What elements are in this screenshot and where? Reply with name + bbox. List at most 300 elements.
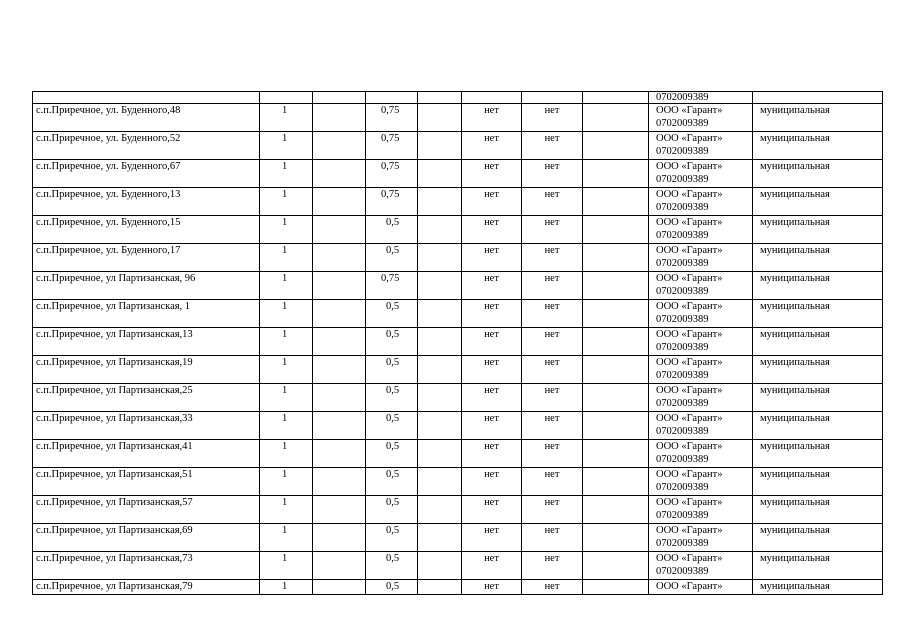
col-a-text: нет bbox=[484, 497, 499, 508]
table-row bbox=[33, 356, 883, 384]
volume-text: 0,5 bbox=[386, 553, 400, 564]
cell-empty bbox=[313, 440, 366, 468]
org-name: ООО «Гарант» bbox=[656, 189, 723, 200]
cell-organization bbox=[649, 132, 753, 160]
ownership-text: муниципальная bbox=[760, 497, 830, 508]
cell-col-b bbox=[522, 216, 583, 244]
cell-col-a bbox=[462, 188, 522, 216]
cell-empty bbox=[313, 328, 366, 356]
cell-organization bbox=[649, 328, 753, 356]
col-b-text: нет bbox=[544, 581, 560, 592]
col-b-text: нет bbox=[544, 301, 560, 312]
org-name: ООО «Гарант» bbox=[656, 245, 723, 256]
volume-text: 0,5 bbox=[386, 469, 400, 480]
cell-count bbox=[260, 300, 313, 328]
col-a-text: нет bbox=[484, 581, 499, 592]
cell-empty bbox=[313, 272, 366, 300]
col-a-text: нет bbox=[484, 441, 499, 452]
cell-volume bbox=[366, 132, 418, 160]
cell-ownership bbox=[753, 272, 883, 300]
col-b-text: нет bbox=[544, 133, 560, 144]
count-text: 1 bbox=[282, 581, 288, 592]
cell-empty bbox=[418, 524, 462, 552]
cell-address bbox=[33, 356, 260, 384]
org-inn: 0702009389 bbox=[656, 341, 709, 353]
ownership-text: муниципальная bbox=[760, 441, 830, 452]
cell-col-b bbox=[522, 384, 583, 412]
count-text: 1 bbox=[282, 161, 288, 172]
table-row-continued bbox=[33, 92, 883, 104]
cell-count bbox=[260, 132, 313, 160]
cell-empty bbox=[313, 524, 366, 552]
volume-text: 0,5 bbox=[386, 217, 400, 228]
cell-ownership bbox=[753, 300, 883, 328]
cell-empty bbox=[313, 552, 366, 580]
table-row bbox=[33, 412, 883, 440]
table-row bbox=[33, 160, 883, 188]
col-b-text: нет bbox=[544, 189, 560, 200]
address-text: с.п.Приречное, ул Партизанская,19 bbox=[36, 357, 193, 368]
col-b-text: нет bbox=[544, 161, 560, 172]
table-row bbox=[33, 272, 883, 300]
org-name: ООО «Гарант» bbox=[656, 553, 723, 564]
ownership-text: муниципальная bbox=[760, 357, 830, 368]
count-text: 1 bbox=[282, 497, 288, 508]
cell-count bbox=[260, 92, 313, 104]
cell-ownership bbox=[753, 468, 883, 496]
cell-volume bbox=[366, 328, 418, 356]
cell-empty bbox=[418, 160, 462, 188]
cell-ownership bbox=[753, 524, 883, 552]
cell-empty bbox=[313, 356, 366, 384]
cell-ownership bbox=[753, 412, 883, 440]
col-b-text: нет bbox=[544, 469, 560, 480]
table-row bbox=[33, 216, 883, 244]
ownership-text: муниципальная bbox=[760, 469, 830, 480]
org-name: ООО «Гарант» bbox=[656, 441, 723, 452]
col-b-text: нет bbox=[544, 413, 560, 424]
cell-address bbox=[33, 552, 260, 580]
count-text: 1 bbox=[282, 329, 288, 340]
ownership-text: муниципальная bbox=[760, 581, 830, 592]
cell-col-b bbox=[522, 188, 583, 216]
cell-organization bbox=[649, 496, 753, 524]
cell-col-b bbox=[522, 412, 583, 440]
address-text: с.п.Приречное, ул Партизанская,69 bbox=[36, 525, 193, 536]
table-row bbox=[33, 384, 883, 412]
cell-col-b bbox=[522, 328, 583, 356]
address-text: с.п.Приречное, ул Партизанская,51 bbox=[36, 469, 193, 480]
cell-empty bbox=[313, 244, 366, 272]
cell-organization bbox=[649, 92, 753, 104]
table-row bbox=[33, 132, 883, 160]
volume-text: 0,75 bbox=[381, 133, 400, 144]
org-inn: 0702009389 bbox=[656, 509, 709, 521]
cell-count bbox=[260, 104, 313, 132]
address-text: с.п.Приречное, ул Партизанская,13 bbox=[36, 329, 193, 340]
volume-text: 0,5 bbox=[386, 413, 400, 424]
address-text: с.п.Приречное, ул Партизанская, 96 bbox=[36, 273, 196, 284]
volume-text: 0,5 bbox=[386, 525, 400, 536]
cell-col-b bbox=[522, 132, 583, 160]
cell-empty bbox=[313, 216, 366, 244]
table-row bbox=[33, 580, 883, 595]
count-text: 1 bbox=[282, 217, 288, 228]
org-name: ООО «Гарант» bbox=[656, 497, 723, 508]
cell-empty bbox=[583, 216, 649, 244]
cell-count bbox=[260, 552, 313, 580]
cell-col-a bbox=[462, 468, 522, 496]
cell-ownership bbox=[753, 440, 883, 468]
cell-ownership bbox=[753, 188, 883, 216]
org-name: ООО «Гарант» bbox=[656, 105, 723, 116]
cell-volume bbox=[366, 272, 418, 300]
cell-address bbox=[33, 160, 260, 188]
volume-text: 0,75 bbox=[381, 161, 400, 172]
col-a-text: нет bbox=[484, 217, 499, 228]
col-b-text: нет bbox=[544, 217, 560, 228]
address-text: с.п.Приречное, ул. Буденного,15 bbox=[36, 217, 181, 228]
cell-empty bbox=[313, 132, 366, 160]
col-b-text: нет bbox=[544, 553, 560, 564]
org-inn: 0702009389 bbox=[656, 369, 709, 381]
col-a-text: нет bbox=[484, 161, 499, 172]
cell-ownership bbox=[753, 328, 883, 356]
cell-empty bbox=[418, 384, 462, 412]
cell-empty bbox=[583, 552, 649, 580]
ownership-text: муниципальная bbox=[760, 329, 830, 340]
cell-empty bbox=[313, 300, 366, 328]
col-a-text: нет bbox=[484, 525, 499, 536]
cell-col-a bbox=[462, 160, 522, 188]
col-a-text: нет bbox=[484, 189, 499, 200]
org-inn: 0702009389 bbox=[656, 397, 709, 409]
volume-text: 0,5 bbox=[386, 329, 400, 340]
cell-ownership bbox=[753, 496, 883, 524]
address-text: с.п.Приречное, ул Партизанская, 1 bbox=[36, 301, 191, 312]
ownership-text: муниципальная bbox=[760, 525, 830, 536]
count-text: 1 bbox=[282, 273, 288, 284]
cell-col-a bbox=[462, 412, 522, 440]
cell-col-a bbox=[462, 92, 522, 104]
cell-col-a bbox=[462, 104, 522, 132]
address-text: с.п.Приречное, ул Партизанская,57 bbox=[36, 497, 193, 508]
cell-empty bbox=[583, 300, 649, 328]
count-text: 1 bbox=[282, 105, 288, 116]
org-name: ООО «Гарант» bbox=[656, 301, 723, 312]
ownership-text: муниципальная bbox=[760, 217, 830, 228]
address-text: с.п.Приречное, ул. Буденного,67 bbox=[36, 161, 181, 172]
org-name: ООО «Гарант» bbox=[656, 525, 723, 536]
cell-count bbox=[260, 188, 313, 216]
ownership-text: муниципальная bbox=[760, 189, 830, 200]
org-inn: 0702009389 bbox=[656, 201, 709, 213]
cell-col-b bbox=[522, 552, 583, 580]
cell-ownership bbox=[753, 580, 883, 595]
address-text: с.п.Приречное, ул Партизанская,41 bbox=[36, 441, 193, 452]
address-text: с.п.Приречное, ул Партизанская,73 bbox=[36, 553, 193, 564]
org-name: ООО «Гарант» bbox=[656, 385, 723, 396]
ownership-text: муниципальная bbox=[760, 105, 830, 116]
org-name: ООО «Гарант» bbox=[656, 357, 723, 368]
cell-empty bbox=[418, 244, 462, 272]
cell-count bbox=[260, 468, 313, 496]
cell-count bbox=[260, 496, 313, 524]
cell-organization bbox=[649, 356, 753, 384]
cell-ownership bbox=[753, 92, 883, 104]
count-text: 1 bbox=[282, 133, 288, 144]
cell-volume bbox=[366, 496, 418, 524]
org-inn: 0702009389 bbox=[656, 145, 709, 157]
cell-empty bbox=[418, 356, 462, 384]
cell-empty bbox=[313, 188, 366, 216]
cell-organization bbox=[649, 440, 753, 468]
cell-empty bbox=[583, 496, 649, 524]
cell-col-b bbox=[522, 496, 583, 524]
volume-text: 0,5 bbox=[386, 385, 400, 396]
address-text: с.п.Приречное, ул. Буденного,13 bbox=[36, 189, 181, 200]
cell-address bbox=[33, 328, 260, 356]
cell-empty bbox=[583, 384, 649, 412]
cell-empty bbox=[313, 468, 366, 496]
cell-volume bbox=[366, 384, 418, 412]
cell-address bbox=[33, 412, 260, 440]
org-name: ООО «Гарант» bbox=[656, 581, 723, 592]
cell-address bbox=[33, 524, 260, 552]
count-text: 1 bbox=[282, 441, 288, 452]
cell-volume bbox=[366, 356, 418, 384]
cell-volume bbox=[366, 104, 418, 132]
cell-empty bbox=[583, 160, 649, 188]
col-b-text: нет bbox=[544, 357, 560, 368]
cell-empty bbox=[418, 552, 462, 580]
cell-count bbox=[260, 356, 313, 384]
cell-empty bbox=[583, 412, 649, 440]
ownership-text: муниципальная bbox=[760, 161, 830, 172]
registry-table bbox=[32, 91, 883, 595]
cell-count bbox=[260, 272, 313, 300]
address-text: с.п.Приречное, ул. Буденного,48 bbox=[36, 105, 181, 116]
cell-address bbox=[33, 104, 260, 132]
cell-count bbox=[260, 384, 313, 412]
cell-empty bbox=[418, 328, 462, 356]
address-text: с.п.Приречное, ул Партизанская,33 bbox=[36, 413, 193, 424]
volume-text: 0,75 bbox=[381, 105, 400, 116]
cell-col-b bbox=[522, 160, 583, 188]
cell-ownership bbox=[753, 132, 883, 160]
org-inn: 0702009389 bbox=[656, 117, 709, 129]
cell-organization bbox=[649, 580, 753, 595]
cell-organization bbox=[649, 272, 753, 300]
address-text: с.п.Приречное, ул. Буденного,17 bbox=[36, 245, 181, 256]
cell-count bbox=[260, 244, 313, 272]
cell-empty bbox=[313, 496, 366, 524]
cell-address bbox=[33, 92, 260, 104]
ownership-text: муниципальная bbox=[760, 245, 830, 256]
cell-col-b bbox=[522, 272, 583, 300]
col-a-text: нет bbox=[484, 413, 499, 424]
cell-col-a bbox=[462, 356, 522, 384]
count-text: 1 bbox=[282, 469, 288, 480]
cell-count bbox=[260, 440, 313, 468]
cell-empty bbox=[418, 216, 462, 244]
cell-volume bbox=[366, 412, 418, 440]
cell-empty bbox=[313, 384, 366, 412]
table-row bbox=[33, 188, 883, 216]
cell-address bbox=[33, 580, 260, 595]
volume-text: 0,5 bbox=[386, 357, 400, 368]
org-name: ООО «Гарант» bbox=[656, 217, 723, 228]
cell-col-a bbox=[462, 328, 522, 356]
cell-address bbox=[33, 272, 260, 300]
cell-empty bbox=[583, 524, 649, 552]
ownership-text: муниципальная bbox=[760, 273, 830, 284]
ownership-text: муниципальная bbox=[760, 413, 830, 424]
cell-count bbox=[260, 524, 313, 552]
cell-organization bbox=[649, 216, 753, 244]
col-b-text: нет bbox=[544, 497, 560, 508]
ownership-text: муниципальная bbox=[760, 301, 830, 312]
cell-ownership bbox=[753, 356, 883, 384]
cell-address bbox=[33, 216, 260, 244]
cell-empty bbox=[418, 272, 462, 300]
cell-col-b bbox=[522, 580, 583, 595]
count-text: 1 bbox=[282, 553, 288, 564]
org-name: ООО «Гарант» bbox=[656, 273, 723, 284]
cell-col-a bbox=[462, 384, 522, 412]
cell-empty bbox=[583, 580, 649, 595]
org-inn: 0702009389 bbox=[656, 92, 709, 103]
cell-col-a bbox=[462, 244, 522, 272]
cell-col-a bbox=[462, 552, 522, 580]
cell-ownership bbox=[753, 244, 883, 272]
address-text: с.п.Приречное, ул Партизанская,79 bbox=[36, 581, 193, 592]
col-a-text: нет bbox=[484, 301, 499, 312]
cell-ownership bbox=[753, 104, 883, 132]
cell-address bbox=[33, 300, 260, 328]
col-a-text: нет bbox=[484, 329, 499, 340]
ownership-text: муниципальная bbox=[760, 133, 830, 144]
volume-text: 0,5 bbox=[386, 301, 400, 312]
cell-col-a bbox=[462, 132, 522, 160]
org-inn: 0702009389 bbox=[656, 481, 709, 493]
col-a-text: нет bbox=[484, 385, 499, 396]
cell-address bbox=[33, 132, 260, 160]
cell-organization bbox=[649, 384, 753, 412]
cell-organization bbox=[649, 412, 753, 440]
col-b-text: нет bbox=[544, 273, 560, 284]
org-inn: 0702009389 bbox=[656, 537, 709, 549]
cell-col-a bbox=[462, 524, 522, 552]
cell-volume bbox=[366, 160, 418, 188]
table-row bbox=[33, 496, 883, 524]
cell-address bbox=[33, 384, 260, 412]
cell-empty bbox=[418, 412, 462, 440]
table-row bbox=[33, 244, 883, 272]
table-row bbox=[33, 524, 883, 552]
col-b-text: нет bbox=[544, 385, 560, 396]
cell-volume bbox=[366, 580, 418, 595]
count-text: 1 bbox=[282, 189, 288, 200]
cell-empty bbox=[583, 104, 649, 132]
volume-text: 0,5 bbox=[386, 245, 400, 256]
table-row bbox=[33, 300, 883, 328]
col-b-text: нет bbox=[544, 105, 560, 116]
cell-count bbox=[260, 216, 313, 244]
org-name: ООО «Гарант» bbox=[656, 161, 723, 172]
cell-organization bbox=[649, 244, 753, 272]
cell-col-b bbox=[522, 440, 583, 468]
col-b-text: нет bbox=[544, 329, 560, 340]
cell-volume bbox=[366, 552, 418, 580]
cell-empty bbox=[418, 496, 462, 524]
volume-text: 0,75 bbox=[381, 189, 400, 200]
cell-col-b bbox=[522, 524, 583, 552]
cell-col-a bbox=[462, 272, 522, 300]
cell-empty bbox=[418, 468, 462, 496]
cell-ownership bbox=[753, 160, 883, 188]
cell-volume bbox=[366, 524, 418, 552]
volume-text: 0,5 bbox=[386, 497, 400, 508]
cell-count bbox=[260, 160, 313, 188]
cell-volume bbox=[366, 300, 418, 328]
col-a-text: нет bbox=[484, 245, 499, 256]
cell-empty bbox=[583, 468, 649, 496]
table-row bbox=[33, 328, 883, 356]
cell-ownership bbox=[753, 552, 883, 580]
count-text: 1 bbox=[282, 357, 288, 368]
cell-empty bbox=[313, 92, 366, 104]
volume-text: 0,5 bbox=[386, 581, 400, 592]
cell-empty bbox=[583, 328, 649, 356]
cell-col-a bbox=[462, 496, 522, 524]
org-name: ООО «Гарант» bbox=[656, 413, 723, 424]
cell-organization bbox=[649, 524, 753, 552]
cell-empty bbox=[418, 104, 462, 132]
cell-empty bbox=[418, 132, 462, 160]
col-a-text: нет bbox=[484, 553, 499, 564]
cell-empty bbox=[313, 580, 366, 595]
cell-col-b bbox=[522, 468, 583, 496]
cell-volume bbox=[366, 188, 418, 216]
col-a-text: нет bbox=[484, 273, 499, 284]
cell-empty bbox=[313, 160, 366, 188]
count-text: 1 bbox=[282, 525, 288, 536]
col-a-text: нет bbox=[484, 357, 499, 368]
org-inn: 0702009389 bbox=[656, 565, 709, 577]
cell-organization bbox=[649, 160, 753, 188]
volume-text: 0,5 bbox=[386, 441, 400, 452]
count-text: 1 bbox=[282, 301, 288, 312]
org-inn: 0702009389 bbox=[656, 257, 709, 269]
cell-address bbox=[33, 496, 260, 524]
address-text: с.п.Приречное, ул. Буденного,52 bbox=[36, 133, 181, 144]
col-a-text: нет bbox=[484, 105, 499, 116]
cell-empty bbox=[583, 92, 649, 104]
cell-col-a bbox=[462, 580, 522, 595]
cell-col-b bbox=[522, 300, 583, 328]
org-inn: 0702009389 bbox=[656, 425, 709, 437]
org-inn: 0702009389 bbox=[656, 285, 709, 297]
cell-volume bbox=[366, 468, 418, 496]
cell-empty bbox=[418, 440, 462, 468]
cell-empty bbox=[418, 188, 462, 216]
count-text: 1 bbox=[282, 385, 288, 396]
org-inn: 0702009389 bbox=[656, 173, 709, 185]
col-a-text: нет bbox=[484, 133, 499, 144]
col-b-text: нет bbox=[544, 525, 560, 536]
cell-volume bbox=[366, 216, 418, 244]
